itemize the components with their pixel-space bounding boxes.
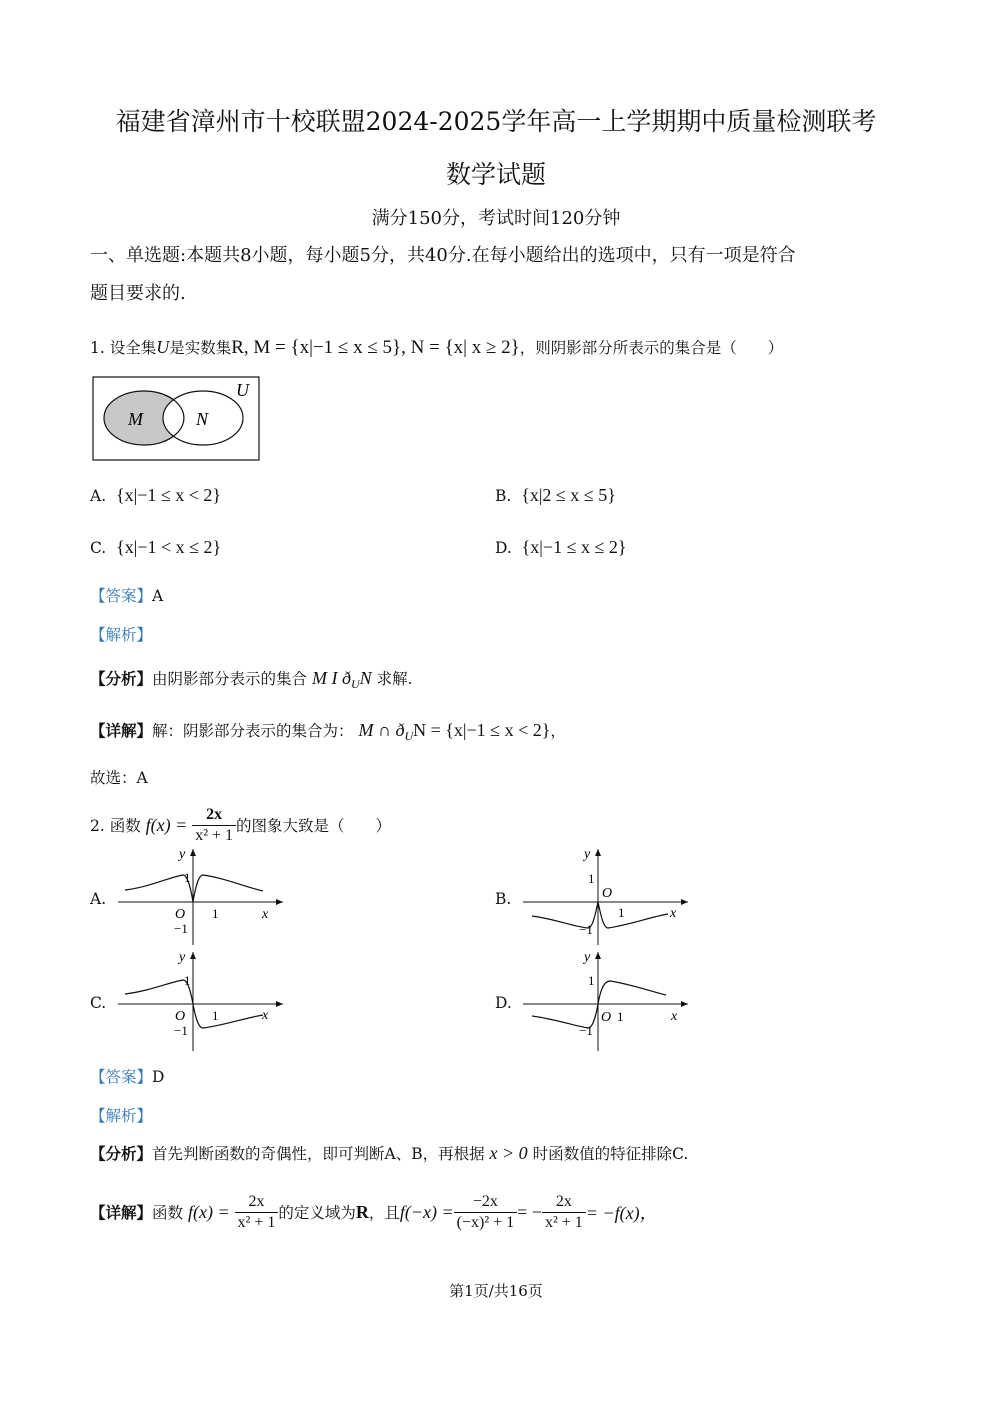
y-axis-label: y xyxy=(179,950,186,965)
detail-tag: 【详解】 xyxy=(90,1203,153,1222)
y-axis-label: y xyxy=(584,950,591,965)
detail-fraction-3 xyxy=(542,1192,586,1233)
section-heading-line1: 一、单选题:本题共8小题，每小题5分，共40分.在每小题给出的选项中，只有一项是符合 xyxy=(90,245,796,266)
detail-equals: = − xyxy=(517,1201,542,1222)
x-tick-1: 1 xyxy=(212,906,219,921)
fenxi-text-2: 时函数值的特征排除C. xyxy=(532,1145,689,1163)
page-footer: 第1页/共16页 xyxy=(449,1282,543,1300)
fraction-denominator: (−x)² + 1 xyxy=(456,1213,515,1231)
fenxi-text: 由阴影部分表示的集合 xyxy=(152,670,308,688)
detail-function: f(x) = xyxy=(187,1201,230,1222)
y-tick-1: 1 xyxy=(184,973,191,988)
y-tick-neg1: −1 xyxy=(174,921,188,936)
q2-suffix: 的图象大致是（ ） xyxy=(236,817,392,835)
fenxi-expression: x > 0 xyxy=(489,1143,528,1163)
q2-detail xyxy=(90,1184,658,1240)
q2-fraction xyxy=(192,805,236,846)
question-1-stem xyxy=(90,336,783,359)
graph-a-curve xyxy=(125,875,263,902)
document-title: 福建省漳州市十校联盟2024-2025学年高一上学期期中质量检测联考 xyxy=(115,107,877,136)
x-tick-1: 1 xyxy=(212,1008,219,1023)
y-tick-1: 1 xyxy=(184,870,191,885)
q1-option-d xyxy=(495,537,626,558)
origin-label: O xyxy=(601,1010,612,1025)
fraction-numerator: 2x xyxy=(542,1192,586,1213)
option-letter: C. xyxy=(90,539,107,557)
fraction-numerator: 2x xyxy=(192,805,236,826)
y-tick-1: 1 xyxy=(588,973,595,988)
graph-option-d xyxy=(520,948,690,1054)
detail-function-2: f(−x) = xyxy=(399,1201,454,1222)
origin-label: O xyxy=(175,1009,186,1024)
section-heading-line2: 题目要求的. xyxy=(90,283,186,304)
q1-analysis-tag: 【解析】 xyxy=(90,626,153,644)
x-axis-label: x xyxy=(671,1009,678,1024)
fraction-numerator: −2x xyxy=(454,1192,518,1213)
option-text: {x|−1 ≤ x ≤ 2} xyxy=(521,537,627,557)
q2-option-d-label: D. xyxy=(495,994,512,1012)
q2-answer xyxy=(90,1065,164,1087)
fenxi-tag: 【分析】 xyxy=(90,1144,153,1163)
q2-option-a-label: A. xyxy=(90,890,107,908)
detail-expression-2: N = {x|−1 ≤ x < 2} xyxy=(413,720,551,740)
y-tick-neg1: −1 xyxy=(174,1023,188,1038)
detail-text-2: 的定义域为 xyxy=(278,1204,356,1222)
origin-label: O xyxy=(175,907,186,922)
q1-set-expression: R, M = {x|−1 ≤ x ≤ 5}, N = {x| x ≥ 2} xyxy=(231,337,520,358)
answer-value: D xyxy=(152,1068,165,1086)
answer-value: A xyxy=(152,587,164,605)
y-tick-1: 1 xyxy=(588,871,595,886)
option-text: {x|−1 ≤ x < 2} xyxy=(115,485,222,505)
q1-fenxi xyxy=(90,667,413,692)
detail-end: ， xyxy=(550,722,566,740)
answer-tag: 【答案】 xyxy=(90,1068,153,1086)
question-2-stem xyxy=(90,800,391,850)
fenxi-end: 求解. xyxy=(376,670,413,688)
y-axis-label: y xyxy=(179,847,186,862)
option-letter: A. xyxy=(90,487,107,505)
q1-answer xyxy=(90,584,163,606)
detail-text-1: 函数 xyxy=(152,1204,184,1222)
q2-prefix: 2. 函数 xyxy=(90,817,141,835)
graph-option-b xyxy=(520,845,690,948)
venn-u-label: U xyxy=(236,380,249,400)
x-axis-label: x xyxy=(262,1008,269,1023)
option-letter: D. xyxy=(495,539,512,557)
x-axis-label: x xyxy=(670,906,677,921)
fraction-denominator: x² + 1 xyxy=(195,826,234,844)
fenxi-subscript: U xyxy=(350,677,360,692)
graph-b-curve xyxy=(532,902,668,928)
q2-analysis-tag: 【解析】 xyxy=(90,1107,153,1125)
answer-tag: 【答案】 xyxy=(90,587,153,605)
detail-reals: R xyxy=(355,1201,369,1222)
detail-subscript: U xyxy=(404,729,414,744)
fenxi-tag: 【分析】 xyxy=(90,669,153,688)
y-tick-neg1: −1 xyxy=(579,922,593,937)
detail-expression: M ∩ ð xyxy=(358,720,405,740)
venn-diagram xyxy=(92,376,260,462)
document-subtitle: 数学试题 xyxy=(445,160,546,189)
y-axis-label: y xyxy=(584,847,591,862)
q2-function: f(x) = xyxy=(145,814,188,835)
detail-fraction-1 xyxy=(235,1192,279,1233)
graph-option-a xyxy=(115,845,285,948)
option-text: {x|−1 < x ≤ 2} xyxy=(116,537,222,557)
detail-fraction-2 xyxy=(454,1192,518,1233)
fraction-denominator: x² + 1 xyxy=(544,1213,583,1231)
origin-label: O xyxy=(602,886,613,901)
q1-suffix: ，则阴影部分所表示的集合是（ ） xyxy=(519,339,784,357)
x-tick-1: 1 xyxy=(617,1009,624,1024)
q1-var-u: U xyxy=(156,337,170,357)
q2-option-b-label: B. xyxy=(495,890,512,908)
detail-end: = −f(x)， xyxy=(585,1203,658,1223)
q1-option-c xyxy=(90,537,221,558)
option-letter: B. xyxy=(495,487,512,505)
fenxi-expression: M I ð xyxy=(311,668,351,688)
exam-meta: 满分150分，考试时间120分钟 xyxy=(371,208,621,229)
fraction-numerator: 2x xyxy=(235,1192,279,1213)
venn-n-label: N xyxy=(196,409,209,429)
fenxi-set-n: N xyxy=(359,668,372,688)
q1-prefix: 1. 设全集 xyxy=(90,339,157,357)
q2-option-c-label: C. xyxy=(90,994,107,1012)
fraction-denominator: x² + 1 xyxy=(237,1213,276,1231)
x-tick-1: 1 xyxy=(618,905,625,920)
q1-option-b xyxy=(495,485,616,506)
q1-option-a xyxy=(90,485,221,506)
q1-mid: 是实数集 xyxy=(169,339,232,357)
detail-tag: 【详解】 xyxy=(90,721,153,740)
q1-detail xyxy=(90,719,566,744)
fenxi-text-1: 首先判断函数的奇偶性，即可判断A、B，再根据 xyxy=(152,1145,485,1163)
graph-option-c xyxy=(115,948,285,1054)
x-axis-label: x xyxy=(262,907,269,922)
option-text: {x|2 ≤ x ≤ 5} xyxy=(521,485,616,505)
venn-m-label: M xyxy=(128,409,143,429)
q1-choice: 故选：A xyxy=(90,769,148,787)
q2-fenxi xyxy=(90,1142,688,1164)
detail-text-3: ，且 xyxy=(368,1204,400,1222)
y-tick-neg1: −1 xyxy=(579,1023,593,1038)
detail-text: 解：阴影部分表示的集合为： xyxy=(152,722,354,740)
